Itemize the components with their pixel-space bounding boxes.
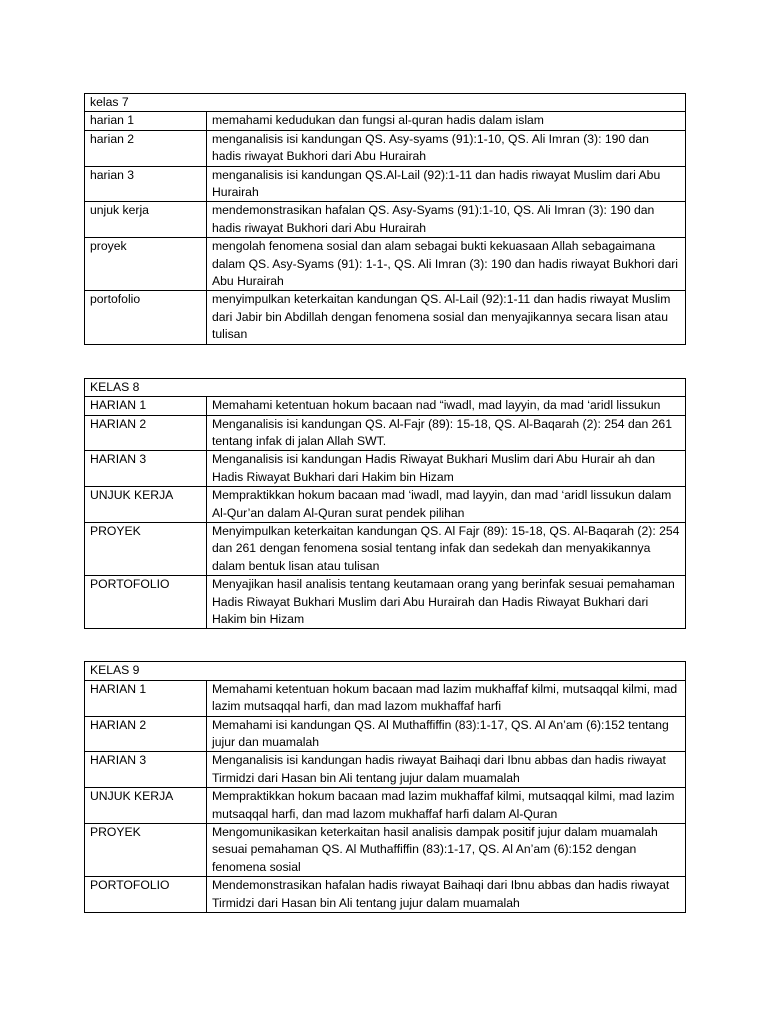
row-label: HARIAN 3	[85, 752, 207, 788]
table-kelas-8	[84, 378, 686, 630]
row-label: HARIAN 2	[85, 716, 207, 752]
row-text: Menyajikan hasil analisis tentang keutamaan orang yang berinfak sesuai pemahaman Hadis Riwayat Bukhari Muslim dari Abu Hurairah dan Hadis Riwayat Bukhari dari Hakim bin Hizam	[207, 576, 686, 629]
row-text: Mengomunikasikan keterkaitan hasil analisis dampak positif jujur dalam muamalah sesuai pemahaman QS. Al Muthaffiffin (83):1-17, QS. Al An’am (6):152 dengan fenomena sosial	[207, 824, 686, 877]
row-text: menganalisis isi kandungan QS.Al-Lail (92):1-11 dan hadis riwayat Muslim dari Abu Hurairah	[207, 166, 686, 202]
table-row	[85, 487, 686, 523]
row-text: Menganalisis isi kandungan Hadis Riwayat Bukhari Muslim dari Abu Hurair ah dan Hadis Riwayat Bukhari dari Hakim bin Hizam	[207, 451, 686, 487]
row-label: harian 3	[85, 166, 207, 202]
table-row	[85, 877, 686, 913]
table-header: KELAS 8	[85, 378, 686, 396]
row-text: Mempraktikkan hokum bacaan mad lazim mukhaffaf kilmi, mutsaqqal kilmi, mad lazim mutsaqqal harfi, dan mad lazom mukhaffaf harfi dalam Al-Quran	[207, 788, 686, 824]
table-spacer	[84, 629, 685, 661]
table-row	[85, 291, 686, 344]
row-label: UNJUK KERJA	[85, 788, 207, 824]
row-text: memahami kedudukan dan fungsi al-quran hadis dalam islam	[207, 112, 686, 130]
row-text: mendemonstrasikan hafalan QS. Asy-Syams (91):1-10, QS. Ali Imran (3): 190 dan hadis riwayat Bukhori dari Abu Hurairah	[207, 202, 686, 238]
table-row	[85, 166, 686, 202]
row-label: HARIAN 1	[85, 397, 207, 415]
table-row	[85, 451, 686, 487]
table-header-row	[85, 94, 686, 112]
row-text: menyimpulkan keterkaitan kandungan QS. Al-Lail (92):1-11 dan hadis riwayat Muslim dari Jabir bin Abdillah dengan fenomena sosial dan menyajikannya secara lisan atau tulisan	[207, 291, 686, 344]
table-spacer	[84, 345, 685, 378]
row-text: Memahami isi kandungan QS. Al Muthaffiffin (83):1-17, QS. Al An’am (6):152 tentang jujur dan muamalah	[207, 716, 686, 752]
row-label: proyek	[85, 238, 207, 291]
table-row	[85, 397, 686, 415]
row-label: UNJUK KERJA	[85, 487, 207, 523]
table-row	[85, 576, 686, 629]
row-text: Menganalisis isi kandungan QS. Al-Fajr (89): 15-18, QS. Al-Baqarah (2): 254 dan 261 tentang infak di jalan Allah SWT.	[207, 415, 686, 451]
row-label: HARIAN 2	[85, 415, 207, 451]
row-label: HARIAN 3	[85, 451, 207, 487]
table-row	[85, 824, 686, 877]
row-text: Mendemonstrasikan hafalan hadis riwayat Baihaqi dari Ibnu abbas dan hadis riwayat Tirmidzi dari Hasan bin Ali tentang jujur dalam muamalah	[207, 877, 686, 913]
table-row	[85, 238, 686, 291]
table-header: kelas 7	[85, 94, 686, 112]
table-kelas-7	[84, 93, 686, 345]
table-kelas-9	[84, 661, 686, 913]
table-row	[85, 752, 686, 788]
row-label: harian 2	[85, 130, 207, 166]
table-row	[85, 680, 686, 716]
table-row	[85, 415, 686, 451]
table-header-row	[85, 378, 686, 396]
row-label: PROYEK	[85, 522, 207, 575]
table-row	[85, 788, 686, 824]
row-text: Menyimpulkan keterkaitan kandungan QS. Al Fajr (89): 15-18, QS. Al-Baqarah (2): 254 dan 261 dengan fenomena sosial tentang infak dan sedekah dan menyakikannya dalam bentuk lisan atau tulisan	[207, 522, 686, 575]
table-row	[85, 716, 686, 752]
document-page	[84, 93, 685, 913]
table-row	[85, 202, 686, 238]
row-text: menganalisis isi kandungan QS. Asy-syams (91):1-10, QS. Ali Imran (3): 190 dan hadis riwayat Bukhori dari Abu Hurairah	[207, 130, 686, 166]
row-label: unjuk kerja	[85, 202, 207, 238]
table-row	[85, 112, 686, 130]
row-label: PROYEK	[85, 824, 207, 877]
row-text: Memahami ketentuan hokum bacaan mad lazim mukhaffaf kilmi, mutsaqqal kilmi, mad lazim mutsaqqal harfi, dan mad lazom mukhaffaf harfi	[207, 680, 686, 716]
table-header: KELAS 9	[85, 662, 686, 680]
row-label: PORTOFOLIO	[85, 877, 207, 913]
row-label: PORTOFOLIO	[85, 576, 207, 629]
table-row	[85, 130, 686, 166]
table-row	[85, 522, 686, 575]
row-text: Menganalisis isi kandungan hadis riwayat Baihaqi dari Ibnu abbas dan hadis riwayat Tirmidzi dari Hasan bin Ali tentang jujur dalam muamalah	[207, 752, 686, 788]
row-label: HARIAN 1	[85, 680, 207, 716]
row-text: mengolah fenomena sosial dan alam sebagai bukti kekuasaan Allah sebagaimana dalam QS. Asy-Syams (91): 1-1-, QS. Ali Imran (3): 190 dan hadis riwayat Bukhori dari Abu Hurairah	[207, 238, 686, 291]
row-label: harian 1	[85, 112, 207, 130]
row-label: portofolio	[85, 291, 207, 344]
row-text: Memahami ketentuan hokum bacaan nad “iwadl, mad layyin, da mad ‘aridl lissukun	[207, 397, 686, 415]
table-header-row	[85, 662, 686, 680]
row-text: Mempraktikkan hokum bacaan mad ‘iwadl, mad layyin, dan mad ‘aridl lissukun dalam Al-Qur’an dalam Al-Quran surat pendek pilihan	[207, 487, 686, 523]
